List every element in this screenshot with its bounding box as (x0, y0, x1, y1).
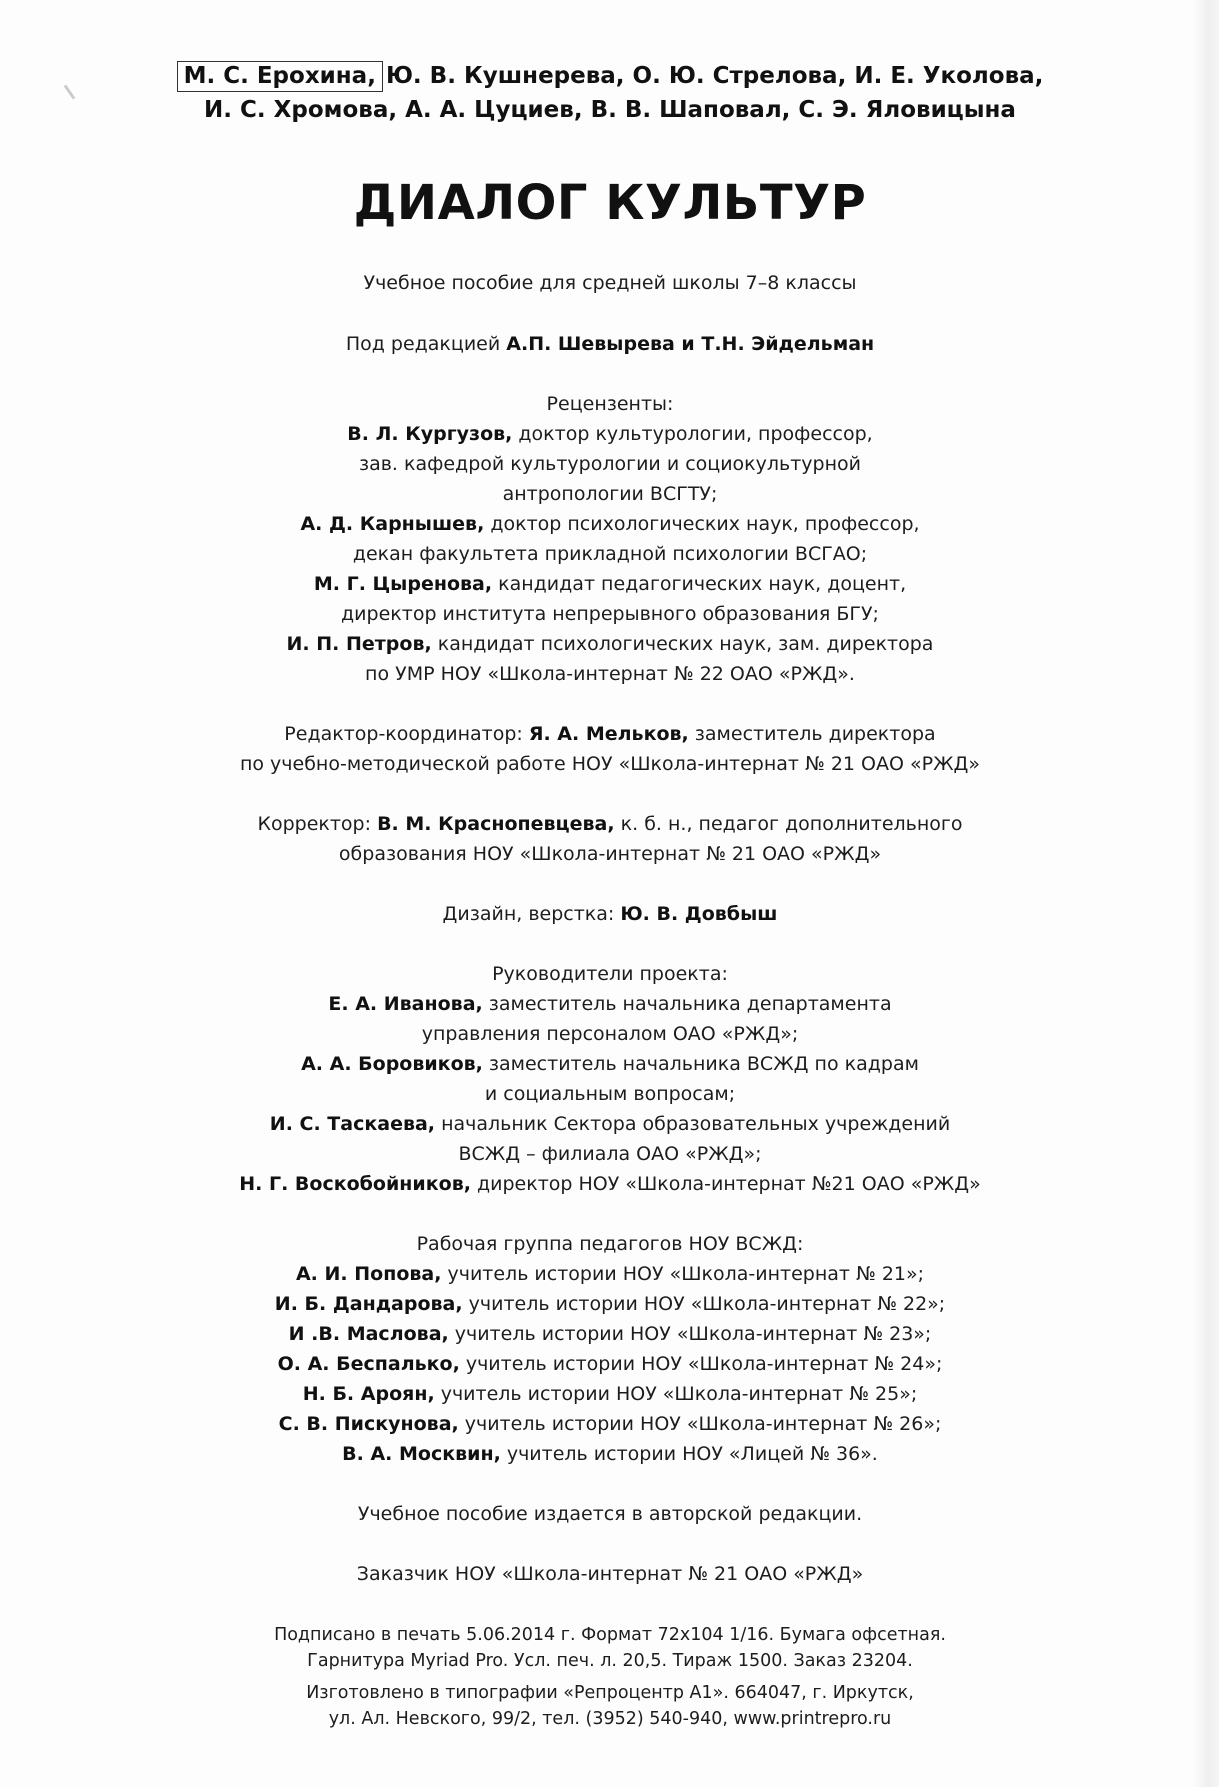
page-edge-shadow (1193, 0, 1219, 1787)
workgroup-line (60, 1293, 1160, 1315)
person-description: директор института непрерывного образования БГУ; (341, 603, 879, 625)
person-description: по УМР НОУ «Школа-интернат № 22 ОАО «РЖД». (365, 663, 855, 685)
imprint-line-1: Подписано в печать 5.06.2014 г. Формат 72х104 1/16. Бумага офсетная. (274, 1625, 946, 1645)
person-name: А. А. Боровиков, (301, 1053, 483, 1075)
editors-line (60, 333, 1160, 355)
customer-line: Заказчик НОУ «Школа-интернат № 21 ОАО «РЖД» (356, 1563, 864, 1585)
person-description: управления персоналом ОАО «РЖД»; (421, 1023, 799, 1045)
manager-line (60, 1113, 1160, 1135)
manager-line (60, 1053, 1160, 1075)
workgroup-line (60, 1353, 1160, 1375)
authors-line-2: И. С. Хромова, А. А. Цуциев, В. В. Шаповал, С. Э. Яловицына (204, 97, 1016, 123)
imprint-line-3: Изготовлено в типографии «Репроцентр А1». 664047, г. Иркутск, (306, 1683, 914, 1703)
manager-line (60, 1083, 1160, 1105)
person-description: доктор культурологии, профессор, (512, 423, 873, 445)
person-name: А. И. Попова, (295, 1263, 442, 1285)
workgroup-line (60, 1413, 1160, 1435)
person-description: доктор психологических наук, профессор, (484, 513, 920, 535)
reviewer-line (60, 513, 1160, 535)
reviewer-line (60, 663, 1160, 685)
editors-names: А.П. Шевырева и Т.Н. Эйдельман (506, 333, 875, 355)
person-description: декан факультета прикладной психологии ВСГАО; (352, 543, 868, 565)
person-description: учитель истории НОУ «Школа-интернат № 21»; (441, 1263, 925, 1285)
person-name: И. Б. Дандарова, (274, 1293, 463, 1315)
person-name: Н. Г. Воскобойников, (239, 1173, 471, 1195)
managers-heading: Руководители проекта: (492, 963, 728, 985)
corrector-line-2: образования НОУ «Школа-интернат № 21 ОАО «РЖД» (338, 843, 882, 865)
person-description: учитель истории НОУ «Школа-интернат № 24»; (459, 1353, 943, 1375)
reviewer-line (60, 573, 1160, 595)
corrector-role: к. б. н., педагог дополнительного (614, 813, 963, 835)
reviewer-line (60, 453, 1160, 475)
workgroup-line (60, 1323, 1160, 1345)
authors-line-1 (60, 63, 1160, 89)
corrector-prefix: Корректор: (257, 813, 378, 835)
manager-line (60, 1173, 1160, 1195)
coordinator-name: Я. А. Мельков, (528, 723, 689, 745)
person-name: О. А. Беспалько, (277, 1353, 460, 1375)
person-name: М. Г. Цыренова, (313, 573, 493, 595)
workgroup-line (60, 1263, 1160, 1285)
workgroup-heading: Рабочая группа педагогов НОУ ВСЖД: (416, 1233, 804, 1255)
person-name: В. А. Москвин, (342, 1443, 501, 1465)
person-name: Е. А. Иванова, (328, 993, 483, 1015)
reviewer-line (60, 423, 1160, 445)
person-name: В. Л. Кургузов, (347, 423, 513, 445)
manager-line (60, 993, 1160, 1015)
book-subtitle: Учебное пособие для средней школы 7–8 классы (363, 272, 857, 294)
imprint-line-2: Гарнитура Myriad Pro. Усл. печ. л. 20,5. Тираж 1500. Заказ 23204. (307, 1651, 913, 1671)
boxed-author: М. С. Ерохина, (177, 61, 383, 92)
book-title: ДИАЛОГ КУЛЬТУР (353, 175, 867, 231)
person-description: и социальным вопросам; (484, 1083, 736, 1105)
design-name: Ю. В. Довбыш (620, 903, 778, 925)
person-description: учитель истории НОУ «Школа-интернат № 22»; (462, 1293, 946, 1315)
corrector-line-1 (60, 813, 1160, 835)
workgroup-line (60, 1443, 1160, 1465)
person-description: кандидат педагогических наук, доцент, (492, 573, 907, 595)
coordinator-line-2: по учебно-методической работе НОУ «Школа-интернат № 21 ОАО «РЖД» (239, 753, 981, 775)
manager-line (60, 1023, 1160, 1045)
person-description: директор НОУ «Школа-интернат №21 ОАО «РЖД» (470, 1173, 981, 1195)
edition-note: Учебное пособие издается в авторской редакции. (357, 1503, 863, 1525)
person-name: И .В. Маслова, (288, 1323, 449, 1345)
person-description: заместитель начальника ВСЖД по кадрам (482, 1053, 919, 1075)
person-description: учитель истории НОУ «Школа-интернат № 23»; (448, 1323, 932, 1345)
person-name: И. П. Петров, (286, 633, 432, 655)
coordinator-prefix: Редактор-координатор: (284, 723, 529, 745)
reviewers-heading: Рецензенты: (546, 393, 674, 415)
manager-line (60, 1143, 1160, 1165)
person-description: зав. кафедрой культурологии и социокультурной (358, 453, 862, 475)
coordinator-role: заместитель директора (688, 723, 936, 745)
person-description: учитель истории НОУ «Лицей № 36». (500, 1443, 878, 1465)
reviewer-line (60, 633, 1160, 655)
person-name: С. В. Пискунова, (278, 1413, 459, 1435)
corrector-name: В. М. Краснопевцева, (377, 813, 615, 835)
person-name: И. С. Таскаева, (269, 1113, 436, 1135)
person-name: А. Д. Карнышев, (300, 513, 485, 535)
person-description: кандидат психологических наук, зам. директора (431, 633, 934, 655)
reviewer-line (60, 483, 1160, 505)
person-description: заместитель начальника департамента (482, 993, 892, 1015)
reviewer-line (60, 603, 1160, 625)
person-description: ВСЖД – филиала ОАО «РЖД»; (458, 1143, 762, 1165)
reviewer-line (60, 543, 1160, 565)
person-description: антропологии ВСГТУ; (502, 483, 718, 505)
design-prefix: Дизайн, верстка: (442, 903, 621, 925)
person-description: учитель истории НОУ «Школа-интернат № 25»; (434, 1383, 918, 1405)
person-description: начальник Сектора образовательных учреждений (435, 1113, 951, 1135)
editors-prefix: Под редакцией (345, 333, 507, 355)
authors-rest: Ю. В. Кушнерева, О. Ю. Стрелова, И. Е. Уколова, (385, 63, 1044, 89)
coordinator-line-1 (60, 723, 1160, 745)
design-line (60, 903, 1160, 925)
imprint-line-4: ул. Ал. Невского, 99/2, тел. (3952) 540-940, www.printrepro.ru (328, 1709, 892, 1729)
workgroup-line (60, 1383, 1160, 1405)
person-description: учитель истории НОУ «Школа-интернат № 26»; (458, 1413, 942, 1435)
person-name: Н. Б. Ароян, (302, 1383, 435, 1405)
